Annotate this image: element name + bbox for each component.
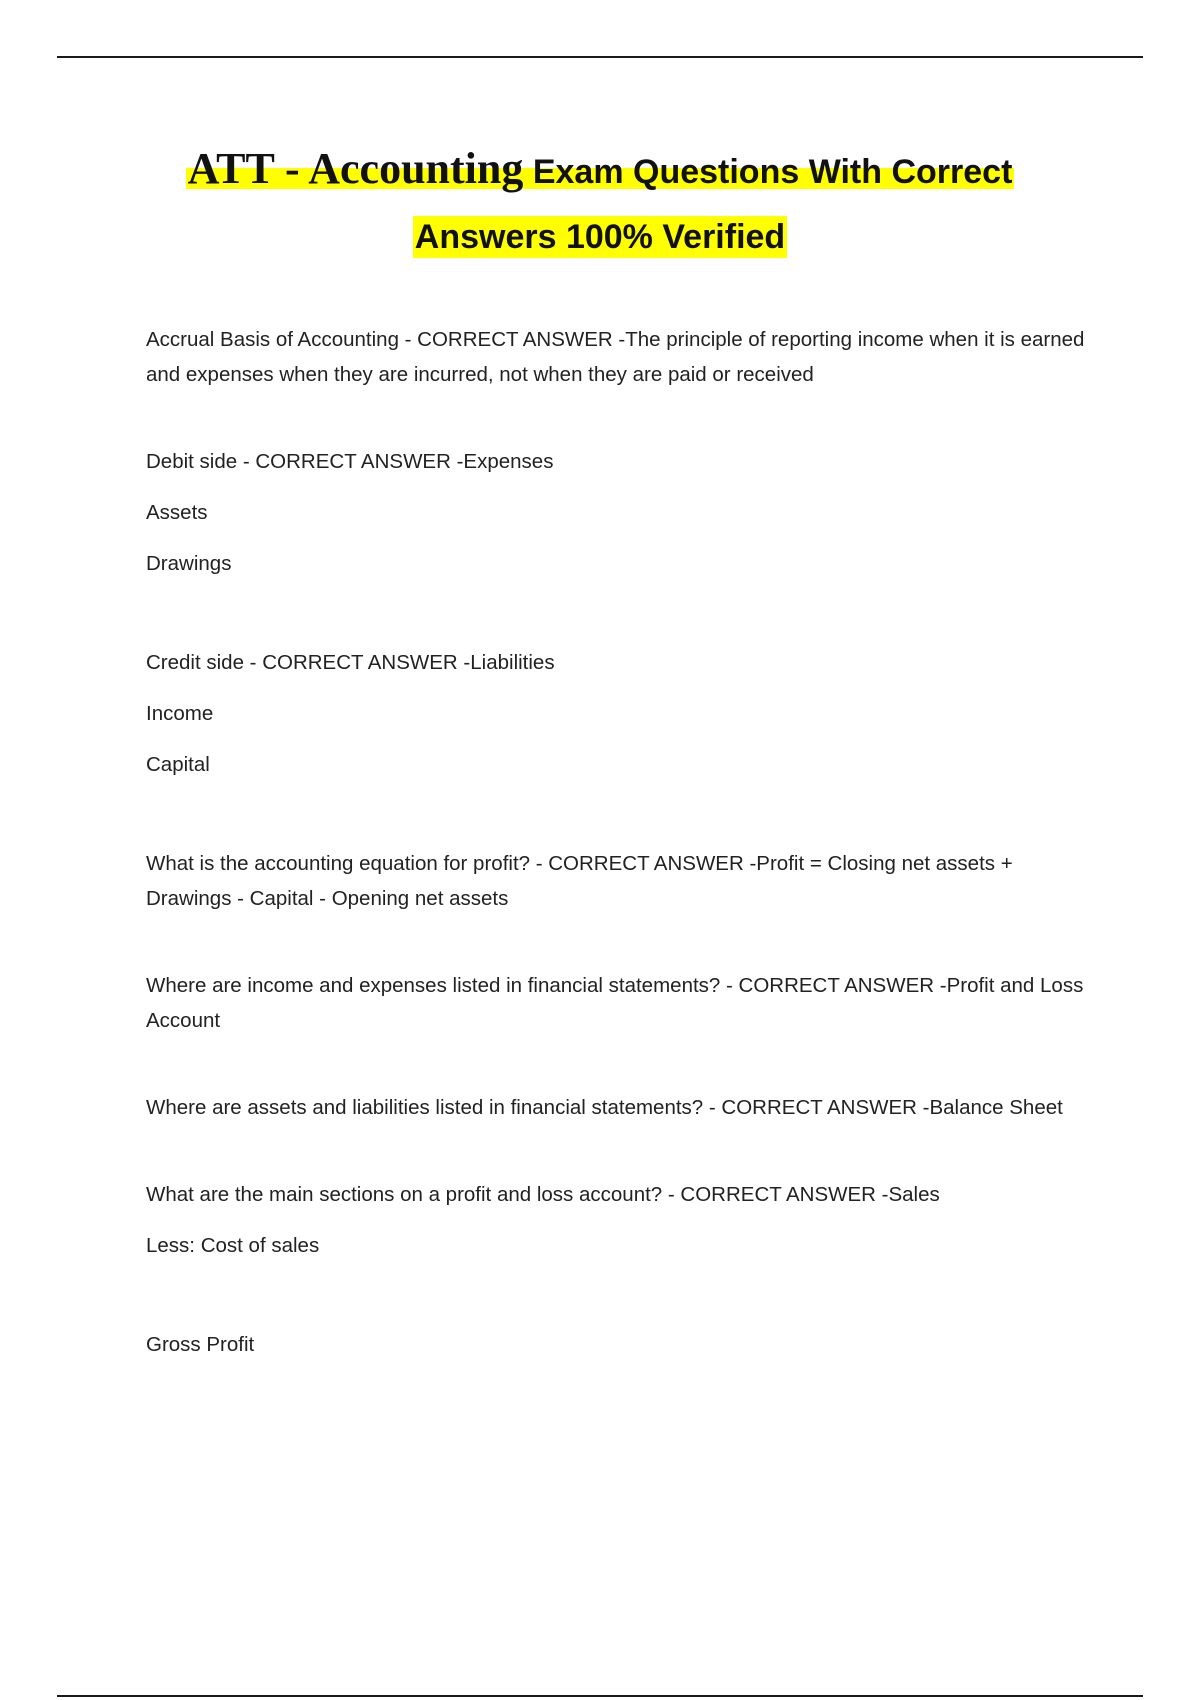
qa-entry-income-expenses: Where are income and expenses listed in financial statements? - CORRECT ANSWER -Profit and Loss Account bbox=[146, 974, 1084, 1032]
title-highlight-line2: Answers 100% Verified bbox=[414, 218, 786, 256]
qa-entry-credit-line1: Credit side - CORRECT ANSWER -Liabilities bbox=[146, 651, 555, 674]
qa-entry-debit-line2: Assets bbox=[146, 501, 208, 524]
qa-entry-profit-equation: What is the accounting equation for profit? - CORRECT ANSWER -Profit = Closing net assets + Drawings - Capital - Opening net assets bbox=[146, 852, 1013, 910]
qa-entry-debit-line3: Drawings bbox=[146, 552, 232, 575]
qa-entry-pl-sections-line1: What are the main sections on a profit and loss account? - CORRECT ANSWER -Sales bbox=[146, 1183, 940, 1206]
document-title bbox=[100, 140, 1100, 273]
qa-entry-pl-sections-line2: Less: Cost of sales bbox=[146, 1234, 320, 1257]
top-rule bbox=[57, 56, 1143, 58]
title-part-sans: Exam Questions With Correct bbox=[523, 153, 1013, 191]
qa-entry-assets-liabilities: Where are assets and liabilities listed in financial statements? - CORRECT ANSWER -Balance Sheet bbox=[146, 1096, 1063, 1119]
qa-entry-accrual: Accrual Basis of Accounting - CORRECT ANSWER -The principle of reporting income when it is earned and expenses when they are incurred, not when they are paid or received bbox=[146, 328, 1085, 386]
title-part-serif: ATT - Accounting bbox=[187, 144, 524, 193]
title-highlight-line1 bbox=[186, 144, 1015, 193]
bottom-rule bbox=[57, 1695, 1143, 1697]
qa-entry-debit-line1: Debit side - CORRECT ANSWER -Expenses bbox=[146, 450, 554, 473]
qa-entry-credit-line3: Capital bbox=[146, 753, 210, 776]
qa-entry-gross-profit: Gross Profit bbox=[146, 1333, 255, 1356]
qa-content bbox=[146, 322, 1086, 1378]
qa-entry-credit-line2: Income bbox=[146, 702, 214, 725]
